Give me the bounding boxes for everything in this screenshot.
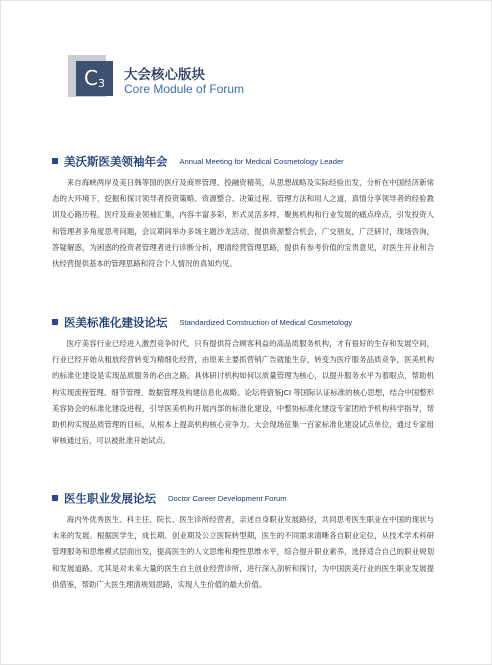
bullet-square-icon [52,158,58,164]
section-body: 来自海峡两岸及美日韩等国的医疗及商界管理、投融资精英，从思想战略及实际经验出发，分析在中国经济新常态的大环境下，挖掘和探讨领导者投资策略、资源整合、决策过程、管理方法和用人之道，真情分享领导者的经验教训及心路历程。医疗及商业领袖汇集，内容丰富多彩，形式灵活多样，聚焦机构和行业发展的痛点痒点，引发投资人和管理者多角度思考问题，会议期间举办多场主题沙龙活动，提供资源整合机会，广交朋友，广泛研讨，现场咨询，答疑解惑，为困惑的投资者管理者进行诊断分析，理清经营管理思路，提供有参考价值的宝贵意见，对医生开业和合伙经营提供基本的管理思路和符合个人情况的真知灼见。 [52,178,434,269]
section-heading [52,312,434,330]
page-subtitle: Core Module of Forum [124,82,245,96]
badge-number: 3 [97,77,105,90]
section-standardization [52,312,434,449]
section-title-en: Doctor Career Development Forum [168,494,287,503]
section-career-development [52,488,434,593]
section-heading [52,488,434,506]
badge-letter: C [84,66,98,90]
section-title: 美沃斯医美领袖年会 [64,154,168,169]
bullet-square-icon [52,319,58,325]
page-title: 大会核心版块 [124,67,205,83]
section-body: 海内外优秀医生、科主任、院长、医生诊所经营者，亲述自身职业发展路径，共同思考医生职业在中国的现状与未来的发展。根据医学生，成长期、创业期及公立医院转型期，医生的不同需求清晰各自职业定位，从技术学术科研管理服务和思维模式层面出发，提高医生的人文思维和理性思维水平，综合提升职业素养，选择适合自己的职业规划和发展道路。尤其是对未来大量的医生自主创业经营诊所，进行深入剖析和探讨，为中国医美行业的医生职业发展提供借鉴，帮助广大医生理清规划思路，实现人生价值的最大价值。 [52,515,434,589]
section-title-en: Standardized Construction of Medical Cosmetology [179,318,353,327]
section-leader-meeting [52,151,434,272]
chapter-badge [76,61,113,96]
bullet-square-icon [52,495,58,501]
section-title-en: Annual Meeting for Medical Cosmetology Leader [179,157,344,166]
section-title: 医美标准化建设论坛 [64,315,168,330]
section-heading [52,151,434,169]
section-body: 医疗美容行业已经进入激烈竞争时代，只有提供符合顾客利益的高品质服务机构，才有很好的生存和发展空间，行业已经开始从粗放经营转变为精细化经营，由原来主要抓营销广告就能生存，转变为医疗服务品质竞争，医美机构的标准化建设是实现品质服务的必由之路。具体研讨机构如何以质量管理为核心，以提升服务水平为着眼点，帮助机构实现流程管理、细节管理、数据管理及构建信息化战略。论坛将借鉴JCI 等国际认证标准的核心思想，结合中国整形美容协会的标准化建设进程，引导医美机构开展内部的标准化建设，中整协标准化建设专家团给予机构科学指导，帮助机构实现品质管理的目标，从根本上提高机构核心竞争力。大会现场征集一百家标准化建设试点单位，通过专家组审核通过后，可以被批准开始试点。 [52,339,434,446]
section-title: 医生职业发展论坛 [64,491,156,506]
